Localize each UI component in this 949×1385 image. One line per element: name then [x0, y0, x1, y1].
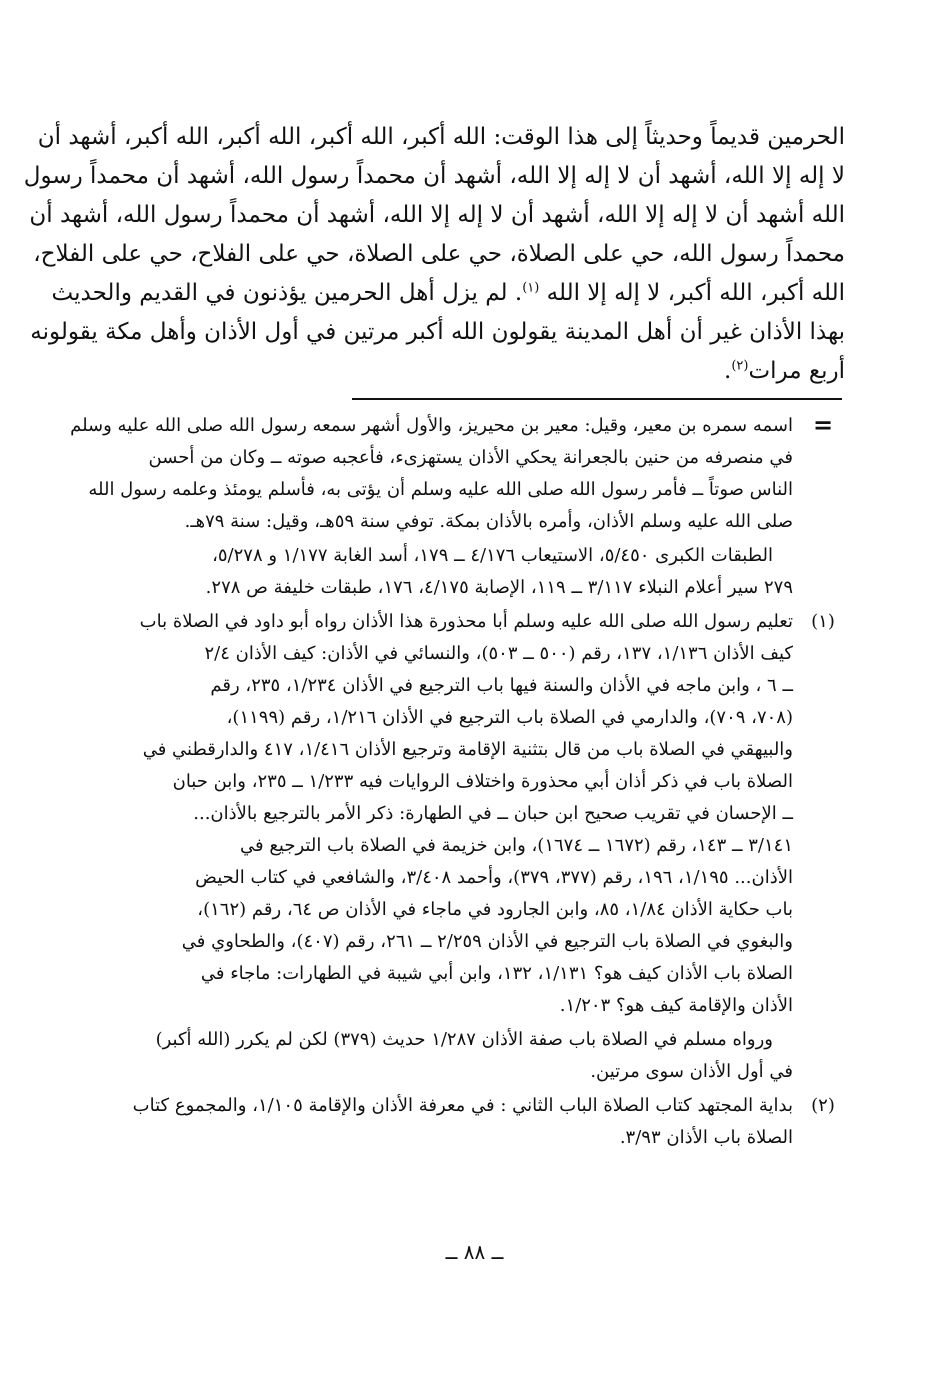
main-line-5-continuation: . لم يزل أهل الحرمين يؤذنون في القديم والحديث [51, 280, 523, 306]
main-line-5-text: الله أكبر، الله أكبر، لا إله إلا الله [546, 280, 845, 306]
note1-line-9: الأذان... ١/١٩٥، ١٩٦، رقم (٣٧٧، ٣٧٩)، وأحمد ٣/٤٠٨، والشافعي في كتاب الحيض [195, 867, 793, 888]
note1-line-12: الصلاة باب الأذان كيف هو؟ ١/١٣١، ١٣٢، وابن أبي شيبة في الطهارات: ماجاء في [200, 963, 793, 984]
footnote-1-extra [100, 1024, 845, 1088]
note0-source-2: ٢٧٩ سير أعلام النبلاء ٣/١١٧ ــ ١١٩، الإصابة ٤/١٧٥، ١٧٦، طبقات خليفة ص ٢٧٨. [205, 577, 793, 598]
note1-line-7: ــ الإحسان في تقريب صحيح ابن حبان ــ في الطهارة: ذكر الأمر بالترجيع بالأذان... [193, 803, 793, 824]
note1-line-3: ــ ٦ ، وابن ماجه في الأذان والسنة فيها باب الترجيع في الأذان ١/٢٣٤، ٢٣٥، رقم [210, 675, 793, 696]
footnote-ref-2: (٢) [731, 358, 749, 374]
footnote-1-marker: (١) [811, 611, 835, 632]
main-paragraph [23, 118, 845, 391]
main-line-7-text: أربع مرات [748, 358, 845, 384]
main-line-6: بهذا الأذان غير أن أهل المدينة يقولون الله أكبر مرتين في أول الأذان وأهل مكة يقولونه [30, 319, 845, 345]
note1-line-5: والبيهقي في الصلاة باب من قال بتثنية الإقامة وترجيع الأذان ١/٤١٦، ٤١٧ والدارقطني في [142, 739, 793, 760]
note0-line-3: الناس صوتاً ــ فأمر رسول الله صلى الله عليه وسلم أن يؤتى به، فأسلم يومئذ وعلمه رسول الله [88, 479, 793, 500]
note1-line-6: الصلاة باب في ذكر أذان أبي محذورة واختلاف الروايات فيه ١/٢٣٣ ــ ٢٣٥، وابن حبان [172, 771, 793, 792]
footnote-0-sources [100, 540, 845, 604]
footnote-1 [100, 606, 845, 1022]
footnote-2 [100, 1090, 845, 1154]
main-end-period: . [724, 358, 732, 384]
main-line-3: الله أشهد أن لا إله إلا الله، أشهد أن لا إله إلا الله، أشهد أن محمداً رسول الله، أشهد أن [29, 202, 845, 228]
note1-line-2: كيف الأذان ١/١٣٦، ١٣٧، رقم (٥٠٠ ــ ٥٠٣)، والنسائي في الأذان: كيف الأذان ٢/٤ [204, 643, 793, 664]
note0-line-4: صلى الله عليه وسلم الأذان، وأمره بالأذان بمكة. توفي سنة ٥٩هـ، وقيل: سنة ٧٩هـ. [184, 511, 793, 532]
main-line-5 [51, 274, 845, 313]
note0-line-1: اسمه سمره بن معير، وقيل: معير بن محيريز، والأول أشهر سمعه رسول الله صلى الله عليه وسلم [70, 415, 793, 436]
footnotes [70, 410, 845, 1156]
footnote-ref-1: (١) [522, 280, 540, 296]
continuation-marker: = [812, 410, 834, 439]
main-line-4: محمداً رسول الله، حي على الصلاة، حي على الصلاة، حي على الفلاح، حي على الفلاح، [33, 241, 845, 267]
footnote-separator [352, 398, 842, 400]
main-line-1: الحرمين قديماً وحديثاً إلى هذا الوقت: الله أكبر، الله أكبر، الله أكبر، الله أكبر، أشهد أن [37, 124, 845, 150]
note1-extra-2: في أول الأذان سوى مرتين. [590, 1061, 793, 1082]
note0-source-1: الطبقات الكبرى ٥/٤٥٠، الاستيعاب ٤/١٧٦ ــ ١٧٩، أسد الغابة ١/١٧٧ و ٥/٢٧٨، [212, 545, 773, 566]
note1-line-11: والبغوي في الصلاة باب الترجيع في الأذان ٢/٢٥٩ ــ ٢٦١، رقم (٤٠٧)، والطحاوي في [181, 931, 793, 952]
main-line-7 [100, 352, 845, 391]
note1-line-8: ٣/١٤١ ــ ١٤٣، رقم (١٦٧٢ ــ ١٦٧٤)، وابن خزيمة في الصلاة باب الترجيع في [240, 835, 793, 856]
note1-line-4: (٧٠٨، ٧٠٩)، والدارمي في الصلاة باب الترجيع في الأذان ١/٢١٦، رقم (١١٩٩)، [226, 707, 793, 728]
footnote-2-marker: (٢) [811, 1095, 835, 1116]
note0-line-2: في منصرفه من حنين بالجعرانة يحكي الأذان يستهزىء، فأعجبه صوته ــ وكان من أحسن [148, 447, 793, 468]
page-number: ــ ٨٨ ــ [445, 1240, 504, 1264]
main-line-2: لا إله إلا الله، أشهد أن لا إله إلا الله، أشهد أن محمداً رسول الله، أشهد أن محمداً رسول [23, 163, 845, 189]
main-text-block [23, 118, 845, 391]
note1-extra-1: ورواه مسلم في الصلاة باب صفة الأذان ١/٢٨٧ حديث (٣٧٩) لكن لم يكرر (الله أكبر) [155, 1029, 773, 1050]
note1-line-13: الأذان والإقامة كيف هو؟ ١/٢٠٣. [559, 995, 793, 1016]
note2-line-2: الصلاة باب الأذان ٣/٩٣. [619, 1127, 793, 1148]
footnote-0 [70, 410, 845, 538]
note1-line-1: تعليم رسول الله صلى الله عليه وسلم أبا محذورة هذا الأذان رواه أبو داود في الصلاة باب [139, 611, 793, 632]
note1-line-10: باب حكاية الأذان ١/٨٤، ٨٥، وابن الجارود في ماجاء في الأذان ص ٦٤، رقم (١٦٢)، [197, 899, 793, 920]
note2-line-1: بداية المجتهد كتاب الصلاة الباب الثاني : في معرفة الأذان والإقامة ١/١٠٥، والمجموع كتاب [132, 1095, 793, 1116]
